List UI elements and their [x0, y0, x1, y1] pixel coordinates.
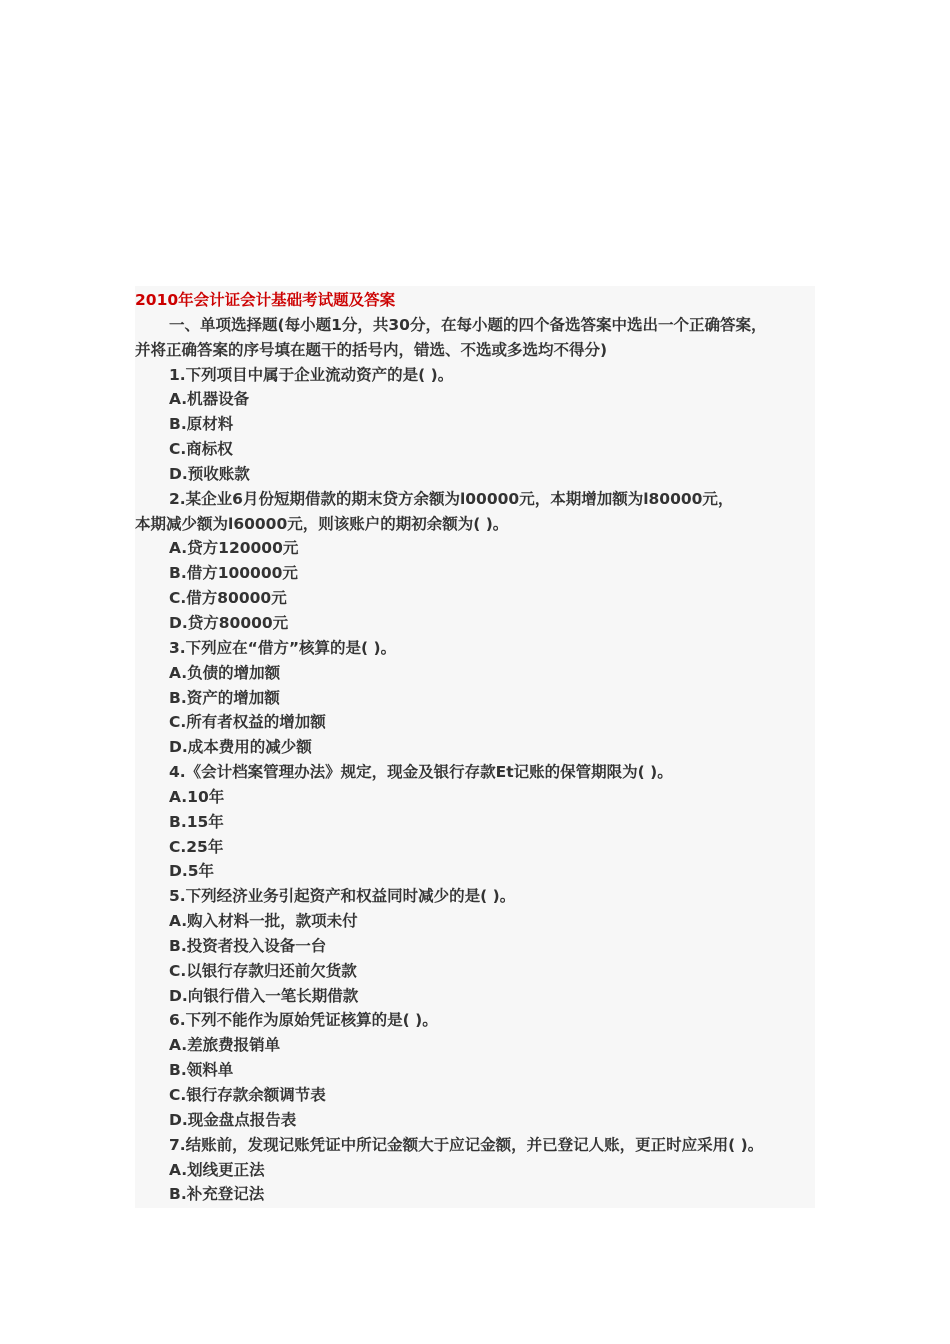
text-line: A.贷方120000元	[169, 539, 299, 558]
text-line: A.负债的增加额	[169, 663, 281, 682]
text-line: 1.下列项目中属于企业流动资产的是( )。	[169, 365, 454, 384]
document-title: 2010年会计证会计基础考试题及答案	[135, 291, 396, 309]
text-line: 4.《会计档案管理办法》规定，现金及银行存款Et记账的保管期限为( )。	[169, 763, 673, 782]
text-line: 3.下列应在“借方”核算的是( )。	[169, 638, 397, 657]
text-line: B.资产的增加额	[169, 688, 280, 707]
text-line: C.所有者权益的增加额	[169, 713, 326, 732]
text-line: A.机器设备	[169, 390, 250, 409]
text-line: 5.下列经济业务引起资产和权益同时减少的是( )。	[169, 887, 516, 906]
text-line: A.10年	[169, 787, 225, 806]
text-line: 6.下列不能作为原始凭证核算的是( )。	[169, 1011, 438, 1030]
text-line: B.15年	[169, 812, 224, 831]
text-line: D.成本费用的减少额	[169, 738, 312, 757]
question-lines	[135, 313, 815, 1207]
text-line: C.25年	[169, 837, 224, 856]
text-line: D.贷方80000元	[169, 613, 289, 632]
text-line: A.购入材料一批，款项未付	[169, 912, 358, 931]
text-line: C.借方80000元	[169, 589, 287, 608]
text-line: 2.某企业6月份短期借款的期末贷方余额为l00000元，本期增加额为l80000元，	[169, 489, 734, 508]
text-line: A.差旅费报销单	[169, 1036, 281, 1055]
text-line: C.银行存款余额调节表	[169, 1086, 326, 1104]
text-line: 7.结账前，发现记账凭证中所记金额大于应记金额，并已登记人账，更正时应采用( )。	[169, 1135, 764, 1154]
text-line: 并将正确答案的序号填在题干的括号内，错选、不选或多选均不得分)	[135, 340, 608, 359]
text-line: 本期减少额为l60000元，则该账户的期初余额为( )。	[135, 514, 509, 533]
text-line: D.向银行借入一笔长期借款	[169, 986, 359, 1005]
text-line: D.5年	[169, 862, 215, 881]
text-line: B.投资者投入设备一台	[169, 936, 327, 955]
text-line: B.原材料	[169, 415, 234, 434]
text-line: B.补充登记法	[169, 1185, 265, 1204]
text-line: A.划线更正法	[169, 1160, 265, 1179]
text-line: D.现金盘点报告表	[169, 1110, 297, 1129]
text-line: B.领料单	[169, 1061, 234, 1080]
text-line: B.借方100000元	[169, 564, 298, 583]
text-line: 一、单项选择题(每小题1分，共30分，在每小题的四个备选答案中选出一个正确答案，	[169, 315, 767, 334]
text-line: D.预收账款	[169, 464, 250, 483]
text-line: C.以银行存款归还前欠货款	[169, 961, 357, 980]
text-line: C.商标权	[169, 440, 233, 459]
document-content-block	[135, 286, 815, 1208]
